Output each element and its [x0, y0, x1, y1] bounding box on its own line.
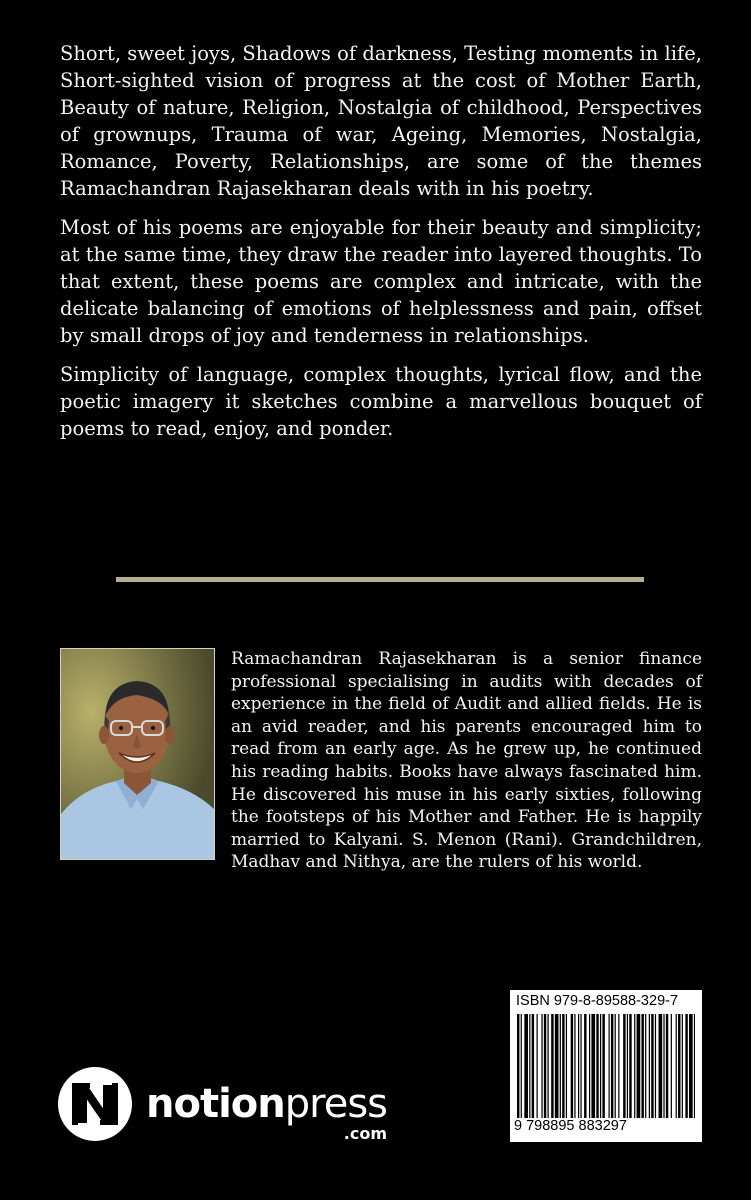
- barcode-bar: [548, 1014, 549, 1118]
- barcode-bar: [615, 1014, 616, 1118]
- barcode-bar: [571, 1014, 573, 1118]
- barcode-bar: [641, 1014, 643, 1118]
- barcode-bar: [676, 1014, 677, 1118]
- barcode-bar: [609, 1014, 610, 1118]
- barcode-bar: [666, 1014, 668, 1118]
- barcode-bar: [637, 1014, 641, 1118]
- barcode-bar: [574, 1014, 575, 1118]
- barcode-bar: [584, 1014, 586, 1118]
- barcode-bar: [682, 1014, 683, 1118]
- section-divider: [116, 577, 644, 582]
- barcode-bar: [517, 1014, 519, 1118]
- publisher-name-bold: notion: [146, 1081, 285, 1127]
- barcode-digits: 9 798895 883297: [514, 1118, 627, 1134]
- barcode-bar: [623, 1014, 625, 1118]
- barcode-bar: [649, 1014, 650, 1118]
- barcode-bar: [580, 1014, 581, 1118]
- author-photo: [60, 648, 215, 860]
- back-cover-blurb: [60, 40, 702, 454]
- author-bio: Ramachandran Rajasekharan is a senior finance professional specialising in audits with decades of experience in the field of Audit and allied fields. He is an avid reader, and his parents encouraged him to read from an early age. As he grew up, he continued his reading habits. Books have always fascinated him. He discovered his muse in his early sixties, following the footsteps of his Mother and Father. He is happily married to Kalyani. S. Menon (Rani). Grandchildren, Madhav and Nithya, are the rulers of his world.: [231, 649, 702, 873]
- author-section: [60, 648, 702, 874]
- publisher-wordmark: [146, 1081, 387, 1143]
- barcode-bar: [694, 1014, 695, 1118]
- barcode-bar: [537, 1014, 538, 1118]
- barcode-bar: [645, 1014, 646, 1118]
- barcode-bar: [618, 1014, 619, 1118]
- blurb-paragraph-2: Most of his poems are enjoyable for their beauty and simplicity; at the same time, they draw the reader into layered thoughts. To that extent, these poems are complex and intricate, with the delicate balancing of emotions of helplessness and pain, offset by small drops of joy and tenderness in relationships.: [60, 216, 702, 347]
- barcode-bar: [524, 1014, 528, 1118]
- barcode-bar: [541, 1014, 542, 1118]
- barcode-bar: [651, 1014, 653, 1118]
- barcode-bar: [602, 1014, 604, 1118]
- barcode-bar: [544, 1014, 546, 1118]
- barcode-bar: [551, 1014, 553, 1118]
- barcode-bar: [529, 1014, 530, 1118]
- publisher-domain: .com: [343, 1124, 387, 1143]
- barcode-bar: [578, 1014, 579, 1118]
- isbn-barcode: [510, 990, 702, 1142]
- barcode-bar: [663, 1014, 664, 1118]
- barcode-bar: [678, 1014, 680, 1118]
- publisher-logo: [58, 1067, 387, 1141]
- barcode-bar: [596, 1014, 598, 1118]
- barcode-bar: [532, 1014, 534, 1118]
- barcode-bar: [591, 1014, 595, 1118]
- barcode-bar: [634, 1014, 635, 1118]
- barcode-bar: [560, 1014, 561, 1118]
- notionpress-n-icon: [58, 1067, 132, 1141]
- barcode-bar: [562, 1014, 564, 1118]
- barcode-bars: [517, 1014, 695, 1118]
- publisher-name-regular: press: [284, 1081, 387, 1127]
- barcode-bar: [589, 1014, 590, 1118]
- barcode-bar: [600, 1014, 601, 1118]
- barcode-bar: [629, 1014, 631, 1118]
- barcode-bar: [659, 1014, 663, 1118]
- barcode-bar: [689, 1014, 693, 1118]
- barcode-bar: [627, 1014, 628, 1118]
- barcode-bar: [671, 1014, 672, 1118]
- barcode-bar: [521, 1014, 522, 1118]
- isbn-label: ISBN 979-8-89588-329-7: [516, 993, 679, 1009]
- barcode-bar: [555, 1014, 559, 1118]
- barcode-bar: [685, 1014, 687, 1118]
- blurb-paragraph-3: Simplicity of language, complex thoughts, lyrical flow, and the poetic imagery it sketches combine a marvellous bouquet of poems to read, enjoy, and ponder.: [60, 363, 702, 440]
- barcode-bar: [611, 1014, 613, 1118]
- barcode-bar: [566, 1014, 567, 1118]
- blurb-paragraph-1: Short, sweet joys, Shadows of darkness, Testing moments in life, Short-sighted vision of progress at the cost of Mother Earth, Beauty of nature, Religion, Nostalgia of childhood, Perspectives of grownups, Trauma of war, Ageing, Memories, Nostalgia, Romance, Poverty, Relationships, are some of the themes Ramachandran Rajasekharan deals with in his poetry.: [60, 42, 702, 200]
- barcode-bar: [655, 1014, 656, 1118]
